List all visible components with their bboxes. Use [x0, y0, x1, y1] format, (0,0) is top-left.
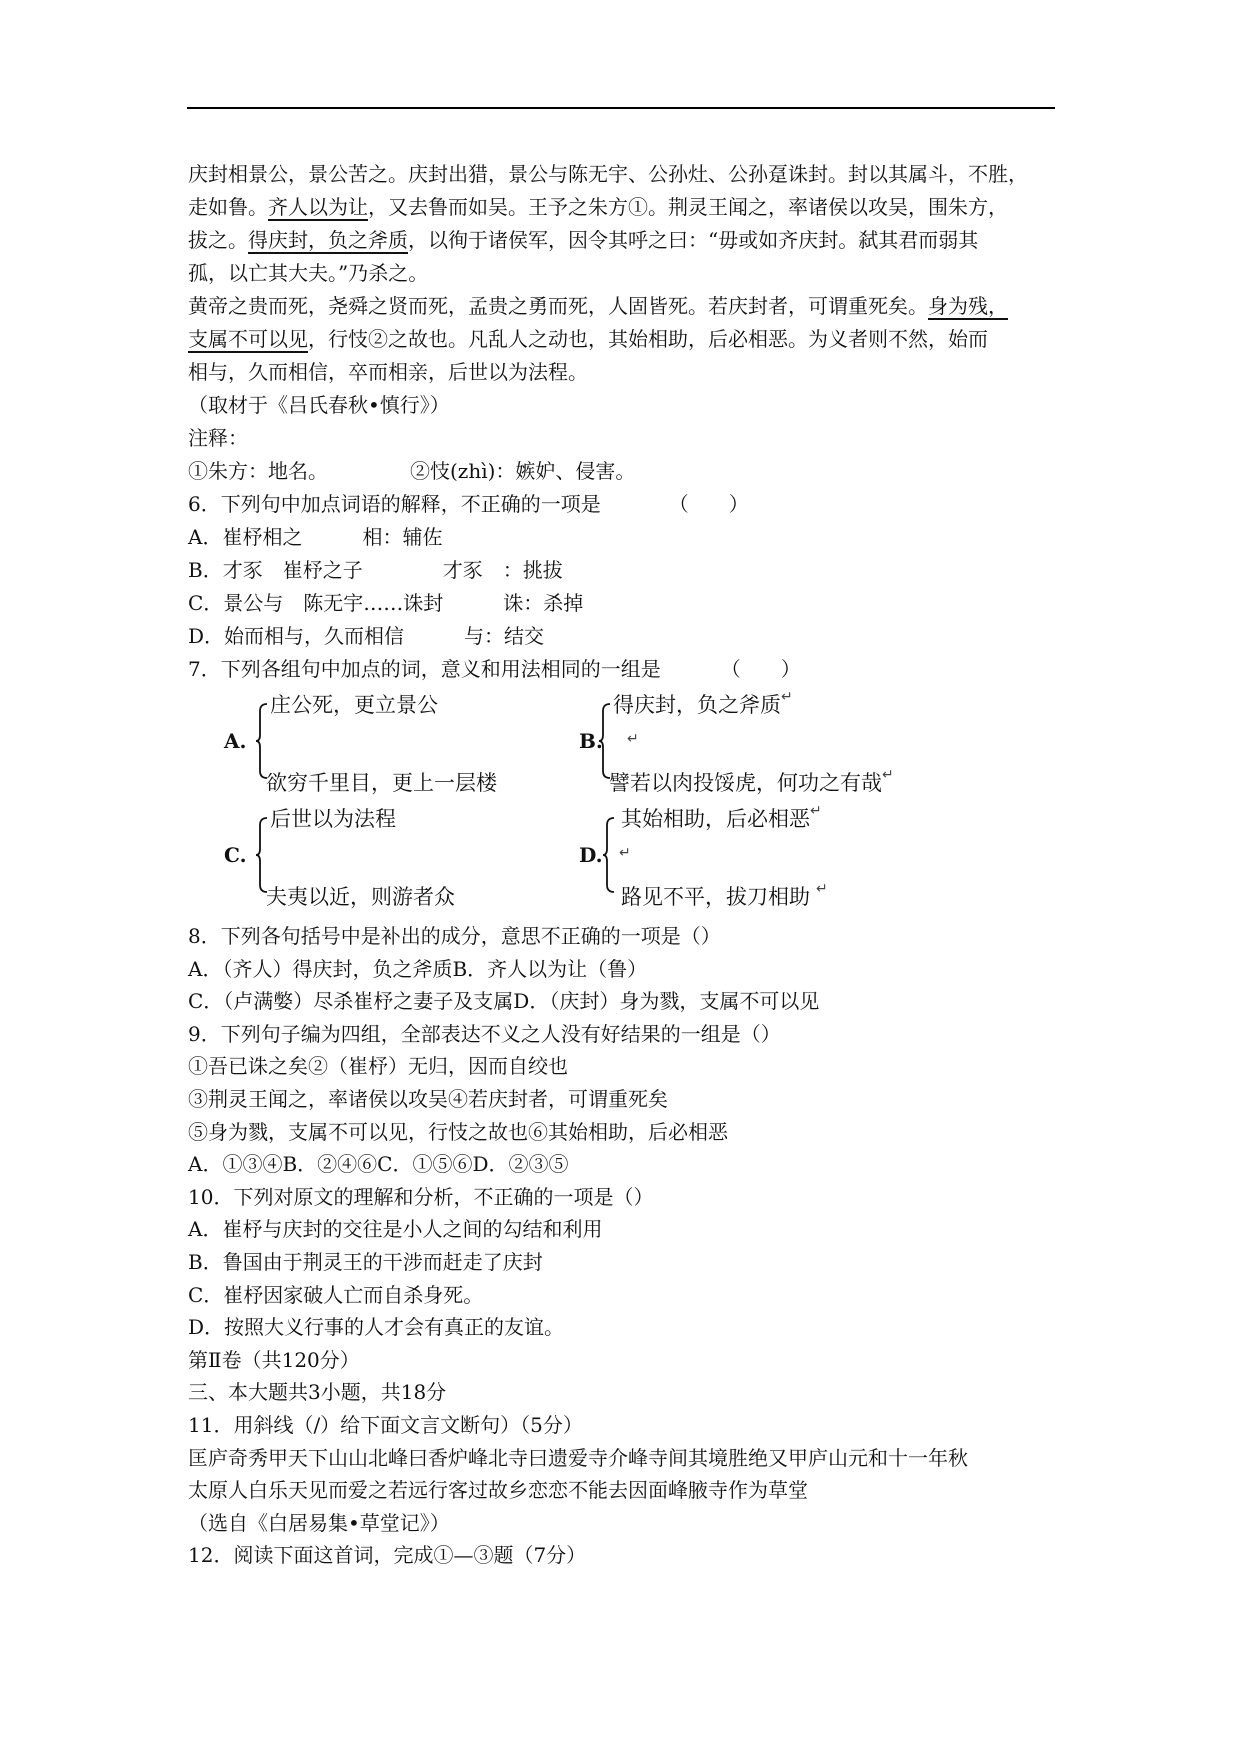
option-letter: A.	[224, 729, 247, 753]
return-mark-icon: ↵	[627, 731, 639, 747]
option-sentence-1: 庄公死，更立景公	[270, 693, 438, 717]
option-sentence-2: 夫夷以近，则游者众	[266, 885, 455, 909]
answer-paren: （ ）	[720, 657, 801, 681]
passage-line: 走如鲁。齐人以为让，又去鲁而如吴。王予之朱方①。荆灵王闻之，率诸侯以攻吴，围朱方，	[188, 195, 1008, 219]
question-7-option-d	[543, 803, 1023, 913]
question-6-option-c: C．景公与 陈无宇……诛封 诛：杀掉	[188, 591, 584, 615]
question-11-stem: 11．用斜线（/）给下面文言文断句）（5分）	[188, 1412, 583, 1437]
question-9-line: ①吾已诛之矣②（崔杼）无归，因而自绞也	[188, 1054, 568, 1079]
question-7-options	[188, 689, 1088, 917]
question-10-option-a: A．崔杼与庆封的交往是小人之间的勾结和利用	[188, 1217, 603, 1242]
question-9-line: ⑤身为戮，支属不可以见，行忮之故也⑥其始相助，后必相恶	[188, 1119, 728, 1144]
notes-line	[188, 455, 1088, 488]
question-9-stem: 9．下列句子编为四组，全部表达不义之人没有好结果的一组是（）	[188, 1021, 781, 1046]
passage-line: 孤，以亡其大夫。”乃杀之。	[188, 261, 429, 285]
question-10-option-d: D．按照大义行事的人才会有真正的友谊。	[188, 1315, 565, 1340]
question-7-option-b	[543, 689, 1023, 799]
option-sentence-1: 其始相助，后必相恶 ↵	[621, 803, 822, 831]
question-10-option-b: B．鲁国由于荆灵王的干涉而赶走了庆封	[188, 1249, 543, 1274]
question-11-text-line: 匡庐奇秀甲天下山山北峰曰香炉峰北寺曰遗爱寺介峰寺间其境胜绝又甲庐山元和十一年秋	[188, 1445, 968, 1470]
question-9-choices: A．①③④B．②④⑥C．①⑤⑥D．②③⑤	[188, 1152, 569, 1177]
header-rule	[187, 107, 1055, 109]
question-8-options-cd: C．（卢满嫳）尽杀崔杼之妻子及支属D．（庆封）身为戮，支属不可以见	[188, 989, 820, 1014]
option-sentence-1: 后世以为法程	[270, 807, 396, 831]
return-mark-icon: ↵	[619, 845, 631, 861]
return-mark-icon: ↵	[810, 803, 822, 819]
question-7-option-c	[188, 803, 588, 913]
note-1: ①朱方：地名。	[188, 459, 328, 483]
notes-label: 注释：	[188, 426, 248, 450]
question-8-stem: 8．下列各句括号中是补出的成分，意思不正确的一项是（）	[188, 924, 721, 948]
question-6-option-d: D．始而相与，久而相信 与：结交	[188, 624, 545, 648]
return-mark-icon: ↵	[882, 767, 894, 783]
question-10-option-c: C．崔杼因家破人亡而自杀身死。	[188, 1282, 484, 1307]
question-7-stem: 7．下列各组句中加点的词，意义和用法相同的一组是 （ ）	[188, 657, 801, 681]
question-10-stem: 10．下列对原文的理解和分析，不正确的一项是（）	[188, 1184, 654, 1209]
section-heading: 三、本大题共3小题，共18分	[188, 1380, 447, 1405]
underlined-phrase: 支属不可以见	[188, 327, 308, 351]
option-letter: D.	[579, 843, 603, 867]
underlined-phrase: 齐人以为让	[268, 195, 368, 219]
option-letter: B.	[579, 729, 603, 753]
underlined-phrase: 得庆封，负之斧质	[248, 228, 408, 252]
question-6-stem: 6．下列句中加点词语的解释，不正确的一项是 （ ）	[188, 492, 749, 516]
question-9-line: ③荆灵王闻之，率诸侯以攻吴④若庆封者，可谓重死矣	[188, 1086, 668, 1111]
return-mark-icon: ↵	[781, 689, 793, 705]
passage-line: 支属不可以见，行忮②之故也。凡乱人之动也，其始相助，后必相恶。为义者则不然，始而	[188, 327, 988, 351]
brace-icon	[603, 817, 615, 893]
passage-line: 黄帝之贵而死，尧舜之贤而死，孟贵之勇而死，人固皆死。若庆封者，可谓重死矣。身为残，	[188, 294, 1008, 318]
question-11-text-line: 太原人白乐天见而爱之若远行客过故乡恋恋不能去因面峰腋寺作为草堂	[188, 1478, 808, 1503]
question-11-source: （选自《白居易集•草堂记》）	[188, 1510, 450, 1535]
option-sentence-2: 譬若以肉投馁虎，何功之有哉 ↵	[609, 767, 894, 795]
passage-line: 庆封相景公，景公苦之。庆封出猎，景公与陈无宇、公孙灶、公孙趸诛封。封以其属斗，不胜，	[188, 162, 1028, 186]
answer-paren: （ ）	[668, 492, 749, 516]
underlined-phrase: 身为残，	[928, 294, 1008, 318]
passage-line: 拔之。得庆封，负之斧质，以徇于诸侯军，因令其呼之曰：“毋或如齐庆封。弑其君而弱其	[188, 228, 979, 252]
option-letter: C.	[224, 843, 247, 867]
question-8-options-ab: A．（齐人）得庆封，负之斧质B．齐人以为让（鲁）	[188, 956, 648, 981]
note-2: ②忮(zhì)：嫉妒、侵害。	[410, 459, 636, 483]
part-2-title: 第Ⅱ卷（共120分）	[188, 1347, 360, 1372]
question-6-option-b: B．才豕 崔杼之子 才豕 ：挑拔	[188, 558, 563, 582]
passage-line: 相与，久而相信，卒而相亲，后世以为法程。	[188, 360, 588, 384]
option-sentence-2: 路见不平，拔刀相助 ↵	[621, 881, 828, 909]
document-body	[188, 158, 1088, 1572]
question-12-stem: 12．阅读下面这首词，完成①—③题（7分）	[188, 1543, 587, 1568]
option-sentence-2: 欲穷千里目，更上一层楼	[266, 771, 497, 795]
passage-source: （取材于《吕氏春秋•慎行》）	[188, 393, 450, 417]
option-sentence-1: 得庆封，负之斧质 ↵	[613, 689, 793, 717]
question-6-option-a: A．崔杼相之 相：辅佐	[188, 525, 443, 549]
return-mark-icon: ↵	[816, 881, 828, 897]
question-7-option-a	[188, 689, 588, 799]
